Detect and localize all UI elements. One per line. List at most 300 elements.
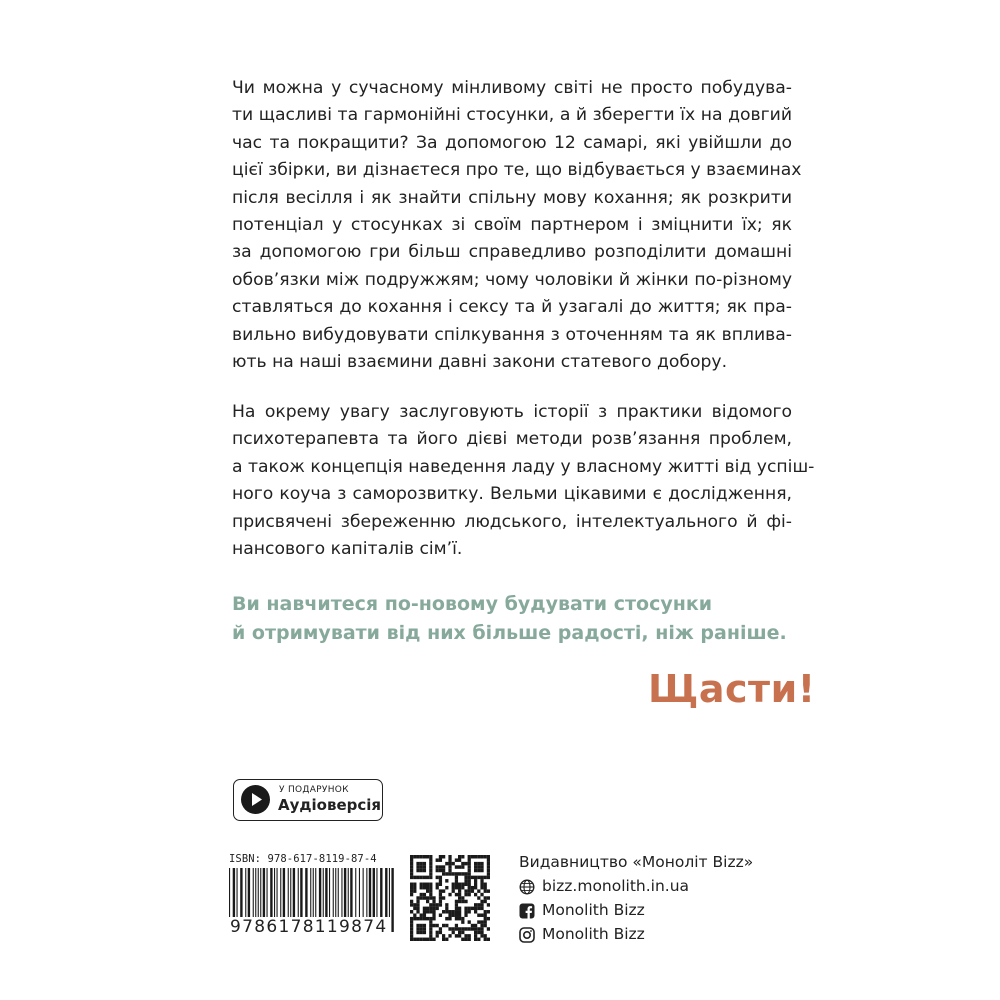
qr-module [448, 913, 451, 916]
qr-module [468, 889, 471, 892]
text-line: ного коуча з саморозвитку. Вельми цікавими є дослідження, [232, 484, 792, 505]
qr-module [480, 876, 483, 879]
qr-module [426, 889, 429, 892]
qr-module [410, 889, 413, 892]
qr-module [461, 886, 464, 889]
qr-module [448, 858, 451, 861]
barcode-bar [344, 868, 346, 918]
qr-module [410, 934, 413, 937]
barcode-bar [341, 868, 342, 918]
qr-module [445, 862, 448, 865]
qr-module [474, 910, 477, 913]
qr-module [429, 917, 432, 920]
qr-module [487, 872, 490, 875]
qr-module [484, 886, 487, 889]
qr-module [477, 869, 480, 872]
qr-module [436, 886, 439, 889]
text-line: ють на наші взаємини давні закони статевого добору. [232, 352, 728, 373]
qr-module [464, 938, 467, 941]
qr-module [487, 927, 490, 930]
qr-module [471, 924, 474, 927]
qr-module [413, 917, 416, 920]
qr-module [439, 879, 442, 882]
qr-module [471, 907, 474, 910]
qr-module [468, 872, 471, 875]
qr-module [445, 924, 448, 927]
qr-module [432, 913, 435, 916]
barcode-bar [305, 868, 307, 918]
qr-module [442, 896, 445, 899]
audio-version-badge[interactable] [233, 779, 383, 821]
qr-module [477, 927, 480, 930]
qr-module [439, 889, 442, 892]
qr-module [474, 886, 477, 889]
barcode-bar [366, 868, 367, 918]
qr-module [468, 855, 471, 858]
qr-module [487, 865, 490, 868]
barcode-bar [283, 868, 285, 918]
qr-module [429, 896, 432, 899]
qr-module [480, 869, 483, 872]
qr-module [455, 917, 458, 920]
qr-module [426, 883, 429, 886]
qr-module [432, 938, 435, 941]
qr-module [416, 869, 419, 872]
qr-module [426, 876, 429, 879]
text-line: а також концепція наведення ладу у власному житті від успіш- [232, 456, 815, 477]
qr-module [426, 907, 429, 910]
qr-module [477, 938, 480, 941]
barcode-bar [325, 868, 327, 918]
qr-module [423, 893, 426, 896]
qr-module [471, 889, 474, 892]
barcode-bar [288, 868, 289, 918]
barcode-bar [350, 868, 352, 918]
qr-module [436, 865, 439, 868]
qr-module [468, 938, 471, 941]
play-icon [241, 785, 270, 814]
qr-module [442, 869, 445, 872]
qr-module [445, 910, 448, 913]
qr-module [484, 917, 487, 920]
qr-module [468, 893, 471, 896]
text-line: ставляться до кохання і сексу та й узагалі до життя; як пра- [232, 297, 792, 318]
qr-module [480, 855, 483, 858]
qr-module [423, 907, 426, 910]
qr-module [448, 910, 451, 913]
qr-module [474, 862, 477, 865]
qr-module [464, 900, 467, 903]
qr-code-icon[interactable] [410, 855, 490, 941]
qr-module [464, 883, 467, 886]
qr-module [474, 893, 477, 896]
qr-module [458, 896, 461, 899]
barcode-bar [385, 868, 387, 918]
qr-module [442, 924, 445, 927]
qr-module [448, 865, 451, 868]
qr-module [423, 865, 426, 868]
instagram-icon [519, 927, 535, 943]
qr-module [413, 903, 416, 906]
qr-module [461, 927, 464, 930]
qr-module [477, 855, 480, 858]
qr-module [480, 924, 483, 927]
qr-module [439, 927, 442, 930]
qr-module [420, 896, 423, 899]
qr-module [432, 907, 435, 910]
qr-module [429, 858, 432, 861]
qr-module [429, 883, 432, 886]
qr-module [458, 927, 461, 930]
barcode-bar [329, 868, 330, 918]
qr-module [474, 938, 477, 941]
qr-module [413, 883, 416, 886]
qr-module [464, 862, 467, 865]
qr-module [477, 907, 480, 910]
globe-icon [519, 879, 535, 895]
qr-module [477, 876, 480, 879]
qr-module [410, 893, 413, 896]
text-line: цієї збірки, ви дізнаєтеся про те, що відбувається у взаєминах [232, 160, 802, 181]
qr-module [410, 883, 413, 886]
qr-module [420, 886, 423, 889]
qr-module [429, 886, 432, 889]
qr-module [474, 865, 477, 868]
audio-badge-caption: У ПОДАРУНОК [279, 785, 349, 795]
barcode-bar [277, 868, 278, 918]
qr-module [487, 855, 490, 858]
qr-module [442, 889, 445, 892]
qr-module [445, 907, 448, 910]
qr-module [487, 889, 490, 892]
callout-line-2: й отримувати від них більше радості, ніж раніше. [232, 622, 787, 644]
website-text: bizz.monolith.in.ua [542, 877, 690, 895]
qr-module [452, 889, 455, 892]
barcode-bar [263, 868, 265, 918]
qr-module [480, 886, 483, 889]
qr-module [458, 858, 461, 861]
qr-module [436, 924, 439, 927]
qr-module [480, 931, 483, 934]
qr-module [420, 862, 423, 865]
qr-module [448, 934, 451, 937]
barcode-bar [369, 868, 371, 918]
qr-module [410, 865, 413, 868]
qr-module [445, 872, 448, 875]
qr-module [461, 938, 464, 941]
qr-module [410, 872, 413, 875]
qr-module [484, 938, 487, 941]
qr-module [474, 869, 477, 872]
qr-module [429, 927, 432, 930]
qr-module [468, 934, 471, 937]
qr-module [455, 924, 458, 927]
qr-module [436, 903, 439, 906]
qr-module [439, 858, 442, 861]
barcode-bar [348, 868, 349, 918]
qr-module [429, 876, 432, 879]
qr-module [420, 876, 423, 879]
qr-module [484, 920, 487, 923]
instagram-text: Monolith Bizz [542, 925, 645, 943]
barcode-bar [359, 868, 360, 918]
qr-module [461, 862, 464, 865]
qr-module [429, 869, 432, 872]
qr-module [439, 903, 442, 906]
barcode-bar [391, 868, 393, 932]
qr-module [455, 858, 458, 861]
qr-module [484, 855, 487, 858]
qr-module [480, 865, 483, 868]
qr-module [477, 862, 480, 865]
qr-module [458, 865, 461, 868]
qr-module [439, 869, 442, 872]
qr-module [455, 872, 458, 875]
qr-module [461, 900, 464, 903]
qr-module [420, 913, 423, 916]
qr-module [410, 855, 413, 858]
qr-module [429, 910, 432, 913]
text-line: ти щасливі та гармонійні стосунки, а й зберегти їх на довгий [232, 105, 792, 126]
qr-module [484, 913, 487, 916]
barcode-bar [293, 868, 295, 918]
qr-module [423, 924, 426, 927]
qr-module [487, 917, 490, 920]
qr-module [410, 924, 413, 927]
text-line: Чи можна у сучасному мінливому світі не просто побудува- [232, 78, 792, 98]
qr-module [458, 886, 461, 889]
qr-module [439, 855, 442, 858]
text-line: присвячені збереженню людського, інтелектуального й фі- [232, 511, 792, 532]
barcode-bar [267, 868, 268, 918]
qr-module [477, 896, 480, 899]
text-line: нансового капіталів сім’ї. [232, 539, 463, 560]
qr-module [461, 872, 464, 875]
barcode-bar [237, 868, 238, 918]
qr-module [487, 938, 490, 941]
text-line: вильно вибудовувати спілкування з оточенням та як вплива- [232, 324, 792, 345]
qr-module [416, 924, 419, 927]
qr-module [474, 879, 477, 882]
qr-module [426, 938, 429, 941]
qr-module [461, 865, 464, 868]
qr-module [423, 855, 426, 858]
qr-module [423, 862, 426, 865]
qr-module [432, 917, 435, 920]
qr-module [436, 934, 439, 937]
qr-module [429, 934, 432, 937]
qr-module [458, 900, 461, 903]
qr-module [474, 924, 477, 927]
qr-module [480, 903, 483, 906]
qr-module [458, 913, 461, 916]
qr-module [458, 889, 461, 892]
isbn-label: ISBN: 978-617-8119-87-4 [229, 853, 377, 865]
barcode-bar [248, 868, 250, 918]
text-line: потенціал у стосунках зі своїм партнером і зміцнити їх; як [232, 215, 792, 236]
qr-module [484, 896, 487, 899]
qr-module [416, 900, 419, 903]
qr-module [487, 858, 490, 861]
barcode-bar [338, 868, 339, 918]
qr-module [455, 907, 458, 910]
qr-module [410, 931, 413, 934]
qr-module [474, 934, 477, 937]
qr-module [484, 934, 487, 937]
qr-module [416, 903, 419, 906]
qr-module [452, 872, 455, 875]
qr-module [484, 924, 487, 927]
qr-module [448, 869, 451, 872]
qr-module [420, 927, 423, 930]
qr-module [426, 855, 429, 858]
qr-module [477, 920, 480, 923]
qr-module [474, 931, 477, 934]
qr-module [458, 934, 461, 937]
qr-module [410, 910, 413, 913]
qr-module [420, 924, 423, 927]
barcode-bar [260, 868, 261, 918]
qr-module [464, 927, 467, 930]
qr-module [480, 900, 483, 903]
description-paragraph-2 [232, 399, 815, 563]
qr-module [413, 913, 416, 916]
qr-module [484, 900, 487, 903]
qr-module [471, 927, 474, 930]
qr-module [448, 917, 451, 920]
qr-module [413, 876, 416, 879]
qr-module [426, 886, 429, 889]
barcode-bar [240, 868, 242, 918]
qr-module [439, 931, 442, 934]
qr-module [458, 855, 461, 858]
qr-module [410, 927, 413, 930]
qr-module [461, 920, 464, 923]
qr-module [474, 903, 477, 906]
qr-module [468, 862, 471, 865]
qr-module [452, 931, 455, 934]
qr-module [468, 920, 471, 923]
highlight-callout [232, 590, 787, 648]
qr-module [445, 938, 448, 941]
callout-line-1: Ви навчитеся по-новому будувати стосунки [232, 593, 713, 615]
qr-module [474, 907, 477, 910]
qr-module [477, 889, 480, 892]
qr-module [420, 869, 423, 872]
qr-module [468, 927, 471, 930]
qr-module [484, 910, 487, 913]
qr-module [464, 934, 467, 937]
barcode-bar [245, 868, 246, 918]
barcode-bar [270, 868, 272, 918]
qr-module [436, 858, 439, 861]
qr-module [487, 903, 490, 906]
qr-module [432, 910, 435, 913]
qr-module [477, 931, 480, 934]
text-line: за допомогою гри більш справедливо розподілити домашні [232, 242, 792, 263]
qr-module [445, 917, 448, 920]
barcode-bar [335, 868, 336, 918]
qr-module [458, 872, 461, 875]
qr-module [461, 931, 464, 934]
qr-module [429, 920, 432, 923]
text-line: обов’язки між подружжям; чому чоловіки й жінки по-різному [232, 269, 792, 290]
qr-module [471, 886, 474, 889]
qr-module [487, 876, 490, 879]
barcode-bar [290, 868, 291, 918]
qr-module [452, 927, 455, 930]
qr-module [468, 886, 471, 889]
qr-module [439, 913, 442, 916]
qr-module [410, 862, 413, 865]
qr-module [455, 886, 458, 889]
qr-module [458, 917, 461, 920]
qr-module [429, 889, 432, 892]
qr-module [442, 938, 445, 941]
qr-module [487, 862, 490, 865]
qr-module [474, 876, 477, 879]
qr-module [464, 876, 467, 879]
qr-module [429, 862, 432, 865]
qr-module [455, 903, 458, 906]
qr-module [468, 907, 471, 910]
qr-module [439, 896, 442, 899]
qr-module [464, 913, 467, 916]
qr-module [477, 865, 480, 868]
qr-module [455, 913, 458, 916]
qr-module [432, 900, 435, 903]
qr-module [429, 893, 432, 896]
qr-module [413, 886, 416, 889]
text-line: після весілля і як знайти спільну мову кохання; як розкрити [232, 187, 792, 208]
qr-module [455, 879, 458, 882]
qr-module [471, 855, 474, 858]
qr-module [458, 931, 461, 934]
qr-module [423, 910, 426, 913]
qr-module [442, 910, 445, 913]
qr-module [410, 903, 413, 906]
qr-module [416, 938, 419, 941]
qr-module [442, 872, 445, 875]
qr-module [426, 917, 429, 920]
qr-module [413, 907, 416, 910]
qr-module [442, 865, 445, 868]
barcode-bar [376, 868, 377, 918]
qr-module [464, 910, 467, 913]
qr-module [439, 883, 442, 886]
qr-module [480, 862, 483, 865]
qr-module [474, 927, 477, 930]
qr-module [477, 913, 480, 916]
qr-module [436, 931, 439, 934]
qr-module [468, 858, 471, 861]
qr-module [468, 876, 471, 879]
qr-module [455, 876, 458, 879]
qr-module [455, 883, 458, 886]
qr-module [455, 900, 458, 903]
qr-module [461, 883, 464, 886]
qr-module [455, 865, 458, 868]
qr-module [480, 879, 483, 882]
qr-module [416, 862, 419, 865]
barcode-bar [333, 868, 334, 918]
text-line: час та покращити? За допомогою 12 самарі, які увійшли до [232, 132, 792, 153]
qr-module [423, 917, 426, 920]
qr-module [413, 889, 416, 892]
qr-module [429, 938, 432, 941]
qr-module [455, 934, 458, 937]
qr-module [420, 883, 423, 886]
